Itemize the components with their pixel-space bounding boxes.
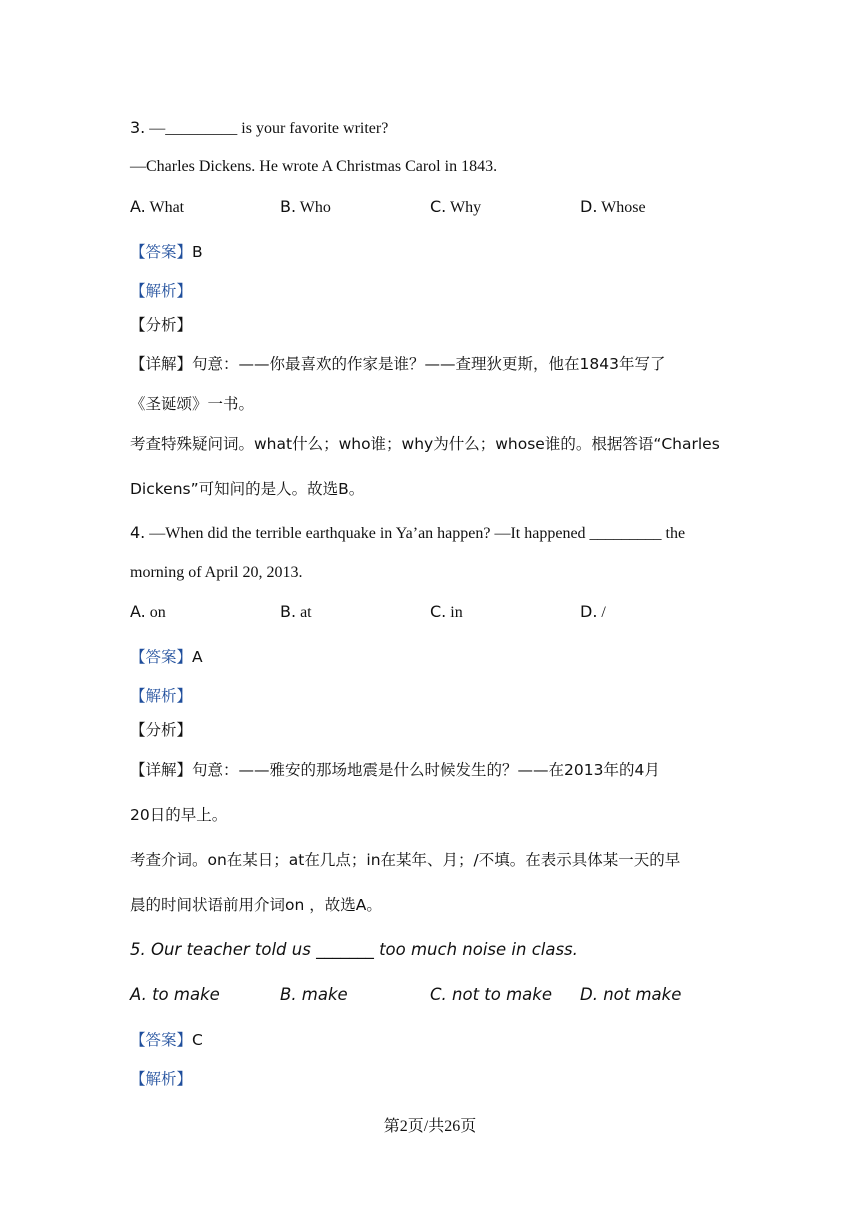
q3-option-d: D. Whose: [580, 197, 646, 216]
q4-option-c: C. in: [430, 602, 463, 621]
q5-answer: 【答案】C: [130, 1031, 203, 1049]
q3-fenxi: 【分析】: [130, 316, 193, 334]
q4-answer: 【答案】A: [130, 648, 203, 666]
q4-stem-line1: 4. —When did the terrible earthquake in Ya’an happen? —It happened _________ the: [130, 523, 686, 542]
q5-option-c: C. not to make: [430, 985, 552, 1004]
q5-option-a: A. to make: [130, 985, 220, 1004]
q3-option-a: A. What: [130, 197, 185, 216]
q3-jiexi: 【解析】: [130, 282, 193, 300]
q4-stem-line2: morning of April 20, 2013.: [130, 564, 303, 581]
q4-fenxi: 【分析】: [130, 721, 193, 739]
q4-option-b: B. at: [280, 602, 312, 621]
q3-reply: —Charles Dickens. He wrote A Christmas Carol in 1843.: [130, 158, 498, 175]
q3-explain-line2: Dickens”可知问的是人。故选B。: [130, 480, 365, 498]
q3-answer: 【答案】B: [130, 243, 203, 261]
q5-stem: 5. Our teacher told us _______ too much noise in class.: [130, 940, 578, 959]
q3-detail-line2: 《圣诞颂》一书。: [130, 395, 255, 413]
q5-option-d: D. not make: [580, 985, 682, 1004]
q4-explain-line1: 考查介词。on在某日；at在几点；in在某年、月；/不填。在表示具体某一天的早: [130, 851, 681, 869]
q3-explain-line1: 考查特殊疑问词。what什么；who谁；why为什么；whose谁的。根据答语“Charles: [130, 435, 720, 453]
q4-option-a: A. on: [130, 602, 166, 621]
q3-detail-line1: 【详解】句意：——你最喜欢的作家是谁？——查理狄更斯，他在1843年写了: [130, 355, 666, 373]
q3-option-b: B. Who: [280, 197, 331, 216]
q3-stem: 3. —_________ is your favorite writer?: [130, 118, 389, 137]
q3-option-c: C. Why: [430, 197, 482, 216]
q5-jiexi: 【解析】: [130, 1070, 193, 1088]
page-footer: 第2页/共26页: [383, 1118, 477, 1135]
q4-option-d: D. /: [580, 602, 606, 621]
q4-detail-line1: 【详解】句意：——雅安的那场地震是什么时候发生的？——在2013年的4月: [130, 761, 660, 779]
q4-explain-line2: 晨的时间状语前用介词on ，故选A。: [130, 896, 382, 914]
q4-jiexi: 【解析】: [130, 687, 193, 705]
q4-detail-line2: 20日的早上。: [130, 806, 228, 824]
q5-option-b: B. make: [280, 985, 348, 1004]
